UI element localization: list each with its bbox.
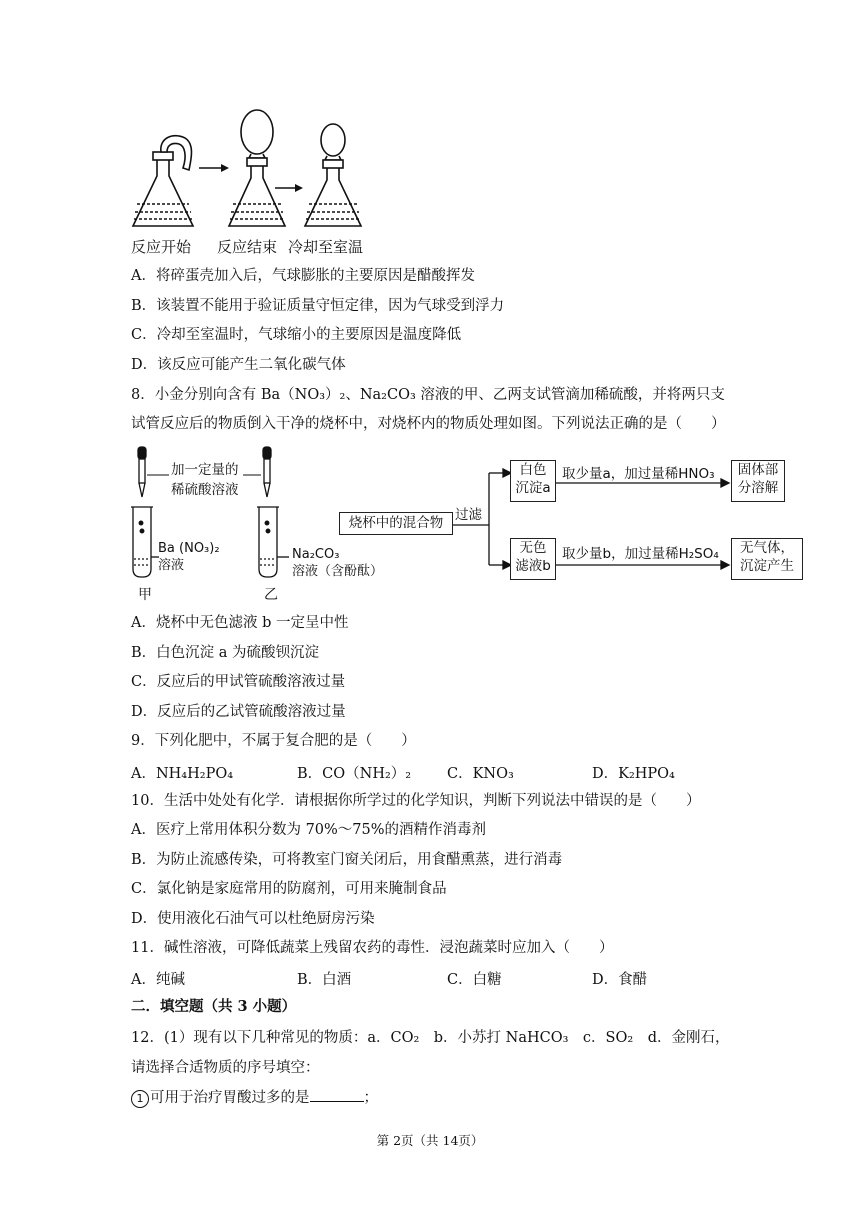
circled-number: 1 xyxy=(131,1090,149,1108)
filter-label: 过滤 xyxy=(455,507,482,523)
tube-a-label-line1: Ba (NO₃)₂ xyxy=(158,541,220,556)
precipitate-box xyxy=(510,460,556,502)
q11-option-b: B．白酒 xyxy=(297,972,352,988)
precipitate-line1: 白色 xyxy=(519,462,547,478)
q10-option-c: C．氯化钠是家庭常用的防腐剂，可用来腌制食品 xyxy=(131,881,447,897)
tube-a-name: 甲 xyxy=(138,587,152,603)
caption-end: 反应结束 xyxy=(217,238,278,256)
q9-option-d: D．K₂HPO₄ xyxy=(592,766,675,782)
tube-b-label-line2: 溶液（含酚酞） xyxy=(292,564,384,579)
balloon-flask-figure xyxy=(125,108,385,238)
flask-cooled xyxy=(305,124,361,226)
result-a-line2: 分溶解 xyxy=(737,480,779,496)
q12-sub1 xyxy=(131,1087,378,1108)
filtrate-line2: 滤液b xyxy=(515,558,551,574)
filtrate-box xyxy=(510,538,556,580)
dropper-label xyxy=(171,460,239,500)
q10-option-b: B．为防止流感传染，可将教室门窗关闭后，用食醋熏蒸，进行消毒 xyxy=(131,852,563,868)
q10-option-d: D．使用液化石油气可以杜绝厨房污染 xyxy=(131,911,375,927)
caption-start: 反应开始 xyxy=(131,238,192,256)
q8-option-b: B．白色沉淀 a 为硫酸钡沉淀 xyxy=(131,645,320,661)
dropper-icon xyxy=(263,447,271,497)
q10-option-a: A．医疗上常用体积分数为 70%～75%的酒精作消毒剂 xyxy=(131,822,487,838)
result-b-box xyxy=(731,538,803,580)
q9-option-a: A．NH₄H₂PO₄ xyxy=(131,766,234,782)
arrow-icon xyxy=(199,164,229,172)
q7-option-b: B．该装置不能用于验证质量守恒定律，因为气球受到浮力 xyxy=(131,298,505,314)
q8-option-d: D．反应后的乙试管硫酸溶液过量 xyxy=(131,704,346,720)
result-b-line1: 无气体， xyxy=(740,540,794,556)
q10-stem: 10．生活中处处有化学．请根据你所学过的化学知识，判断下列说法中错误的是（ ） xyxy=(131,793,701,809)
q8-stem-line1: 8．小金分别向含有 Ba（NO₃）₂、Na₂CO₃ 溶液的甲、乙两支试管滴加稀硫酸，并将两只支 xyxy=(131,387,725,403)
q9-stem: 9．下列化肥中，不属于复合肥的是（ ） xyxy=(131,733,416,749)
q12-sub1-text: 可用于治疗胃酸过多的是 xyxy=(150,1090,310,1106)
dropper-label-line1: 加一定量的 xyxy=(171,462,239,478)
q11-option-d: D．食醋 xyxy=(592,972,648,988)
q11-option-a: A．纯碱 xyxy=(131,972,185,988)
tube-b-name: 乙 xyxy=(264,587,278,603)
step-a-label: 取少量a，加过量稀HNO₃ xyxy=(562,466,715,482)
q12-sub1-end: ； xyxy=(363,1090,378,1106)
q12-stem-line2: 请选择合适物质的序号填空： xyxy=(131,1060,320,1076)
q9-option-c: C．KNO₃ xyxy=(447,766,514,782)
step-b-label: 取少量b，加过量稀H₂SO₄ xyxy=(562,546,719,562)
test-tube-jia xyxy=(131,507,159,577)
q7-option-d: D．该反应可能产生二氧化碳气体 xyxy=(131,357,346,373)
flask-start xyxy=(133,136,193,226)
filtrate-line1: 无色 xyxy=(519,540,547,556)
mixture-box: 烧杯中的混合物 xyxy=(339,512,453,535)
answer-blank[interactable] xyxy=(310,1087,364,1102)
q12-stem-line1: 12．(1）现有以下几种常见的物质：a．CO₂ b．小苏打 NaHCO₃ c．SO₂ d．金刚石， xyxy=(131,1030,730,1046)
dropper-icon xyxy=(138,447,146,497)
q8-option-a: A．烧杯中无色滤液 b 一定呈中性 xyxy=(131,615,349,631)
q7-option-c: C．冷却至室温时，气球缩小的主要原因是温度降低 xyxy=(131,327,462,343)
result-a-box xyxy=(731,460,785,502)
flask-end xyxy=(229,110,285,226)
tube-a-label-line2: 溶液 xyxy=(158,558,185,573)
q7-option-a: A．将碎蛋壳加入后，气球膨胀的主要原因是醋酸挥发 xyxy=(131,268,475,284)
section-title: 二．填空题（共 3 小题） xyxy=(131,998,297,1015)
tube-b-label xyxy=(292,546,383,580)
result-a-line1: 固体部 xyxy=(737,462,779,478)
result-b-line2: 沉淀产生 xyxy=(740,558,794,574)
q11-stem: 11．碱性溶液，可降低蔬菜上残留农药的毒性．浸泡蔬菜时应加入（ ） xyxy=(131,940,614,956)
tube-b-label-line1: Na₂CO₃ xyxy=(292,547,340,562)
caption-cooled: 冷却至室温 xyxy=(288,238,364,256)
tube-a-label xyxy=(158,540,220,574)
q8-option-c: C．反应后的甲试管硫酸溶液过量 xyxy=(131,674,346,690)
arrow-icon xyxy=(275,184,303,192)
dropper-label-line2: 稀硫酸溶液 xyxy=(171,482,239,498)
test-tube-yi xyxy=(257,507,289,577)
q11-option-c: C．白糖 xyxy=(447,972,502,988)
page-footer: 第 2页（共 14页） xyxy=(376,1133,484,1148)
precipitate-line2: 沉淀a xyxy=(515,480,551,496)
q8-stem-line2: 试管反应后的物质倒入干净的烧杯中，对烧杯内的物质处理如图。下列说法正确的是（ ） xyxy=(131,416,726,432)
q9-option-b: B．CO（NH₂）₂ xyxy=(297,766,412,782)
